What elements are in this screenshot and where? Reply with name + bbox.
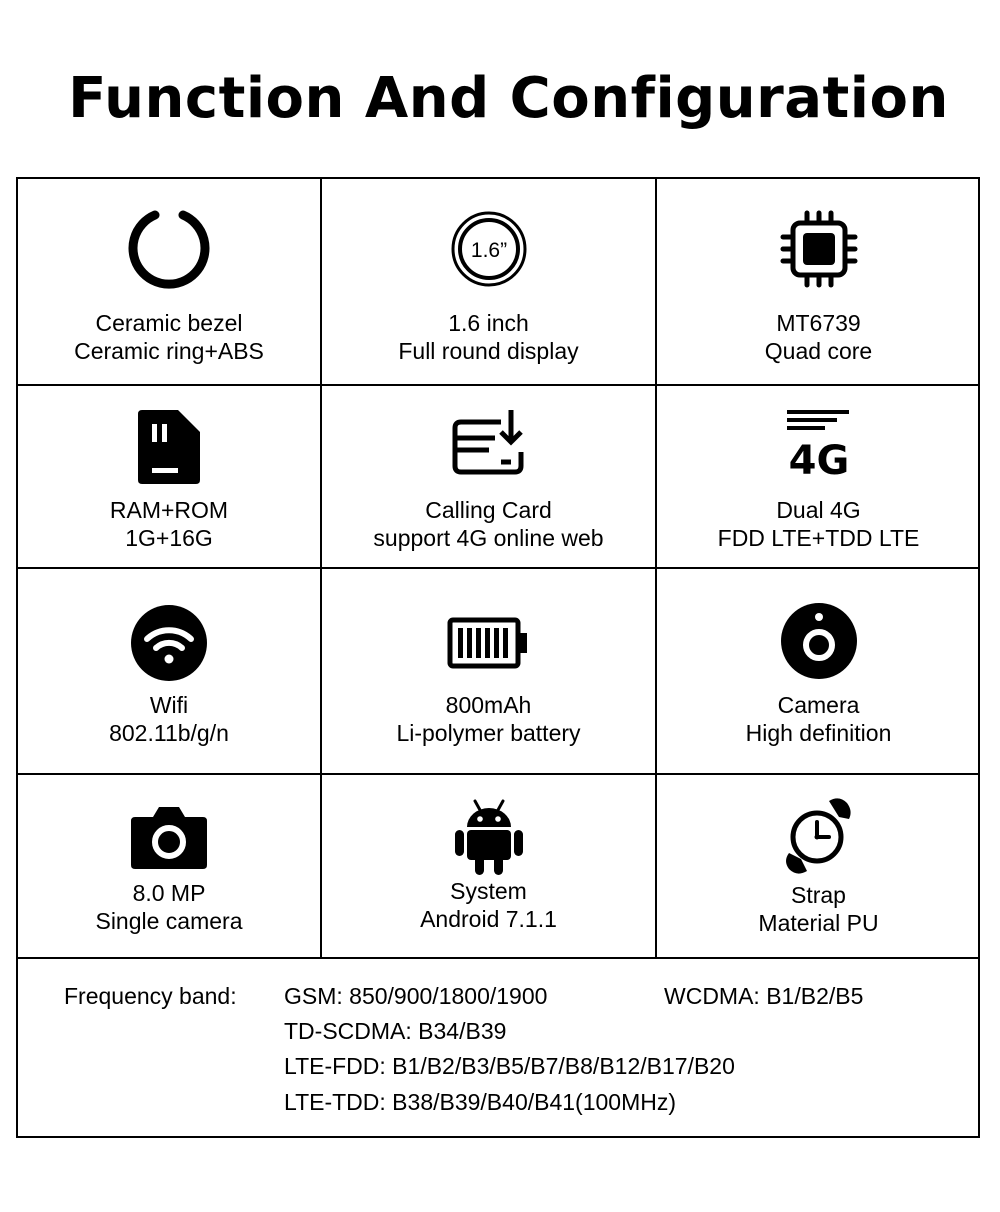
lens-icon — [657, 601, 980, 681]
frequency-gsm: GSM: 850/900/1800/1900 — [284, 983, 548, 1009]
cell-title: 8.0 MP — [132, 880, 206, 906]
cell-subtitle: 1G+16G — [125, 525, 213, 551]
frequency-lte-tdd: LTE-TDD: B38/B39/B40/B41(100MHz) — [284, 1089, 677, 1115]
display-size-label: 1.6” — [470, 239, 507, 262]
cell-subtitle: Material PU — [758, 910, 879, 936]
cell-subtitle: Ceramic ring+ABS — [74, 338, 264, 364]
spec-cell-4g — [657, 386, 980, 567]
cell-title: MT6739 — [776, 310, 861, 336]
cell-subtitle: 802.11b/g/n — [109, 720, 229, 746]
cell-title: Wifi — [149, 692, 189, 718]
wifi-icon — [18, 603, 320, 683]
spec-cell-memory — [18, 386, 320, 567]
spec-cell-system — [322, 775, 655, 957]
network-4g-icon — [657, 408, 980, 478]
cell-title: RAM+ROM — [109, 497, 229, 523]
cell-subtitle: Single camera — [95, 908, 243, 934]
spec-cell-battery — [322, 569, 655, 773]
ring-bezel-icon — [18, 207, 320, 291]
cell-subtitle: Li-polymer battery — [396, 720, 581, 746]
cell-subtitle: support 4G online web — [373, 525, 604, 551]
network-4g-label: 4G — [788, 438, 849, 478]
watch-strap-icon — [657, 795, 980, 879]
page-title: Function And Configuration — [68, 66, 949, 131]
frequency-lte-fdd: LTE-FDD: B1/B2/B3/B5/B7/B8/B12/B17/B20 — [284, 1053, 735, 1079]
spec-cell-display — [322, 179, 655, 384]
cell-title: Calling Card — [425, 497, 552, 523]
cell-subtitle: High definition — [745, 720, 892, 746]
cell-title: 800mAh — [445, 692, 532, 718]
cell-subtitle: FDD LTE+TDD LTE — [717, 525, 920, 551]
cell-subtitle: Full round display — [398, 338, 579, 364]
frequency-tdscdma: TD-SCDMA: B34/B39 — [284, 1018, 507, 1044]
calling-card-icon — [322, 408, 655, 478]
android-icon — [322, 797, 655, 877]
camera-icon — [18, 801, 320, 871]
frequency-band-label: Frequency band: — [64, 983, 237, 1009]
cell-subtitle: Android 7.1.1 — [420, 906, 557, 932]
cell-title: System — [450, 878, 527, 904]
spec-cell-bezel — [18, 179, 320, 384]
spec-cell-wifi — [18, 569, 320, 773]
cell-title: Ceramic bezel — [95, 310, 243, 336]
spec-cell-chip — [657, 179, 980, 384]
spec-cell-camera — [18, 775, 320, 957]
spec-cell-calling-card — [322, 386, 655, 567]
chip-icon — [657, 207, 980, 291]
cell-title: Strap — [791, 882, 846, 908]
spec-cell-lens — [657, 569, 980, 773]
cell-subtitle: Quad core — [764, 338, 873, 364]
spec-cell-strap — [657, 775, 980, 957]
memory-card-icon — [18, 406, 320, 486]
cell-title: Dual 4G — [776, 497, 861, 523]
cell-title: Camera — [777, 692, 860, 718]
frequency-band-section — [18, 959, 978, 1140]
spec-table — [16, 177, 980, 1138]
cell-title: 1.6 inch — [448, 310, 529, 336]
battery-icon — [322, 617, 655, 671]
frequency-wcdma: WCDMA: B1/B2/B5 — [664, 983, 864, 1009]
round-display-icon — [322, 209, 655, 289]
